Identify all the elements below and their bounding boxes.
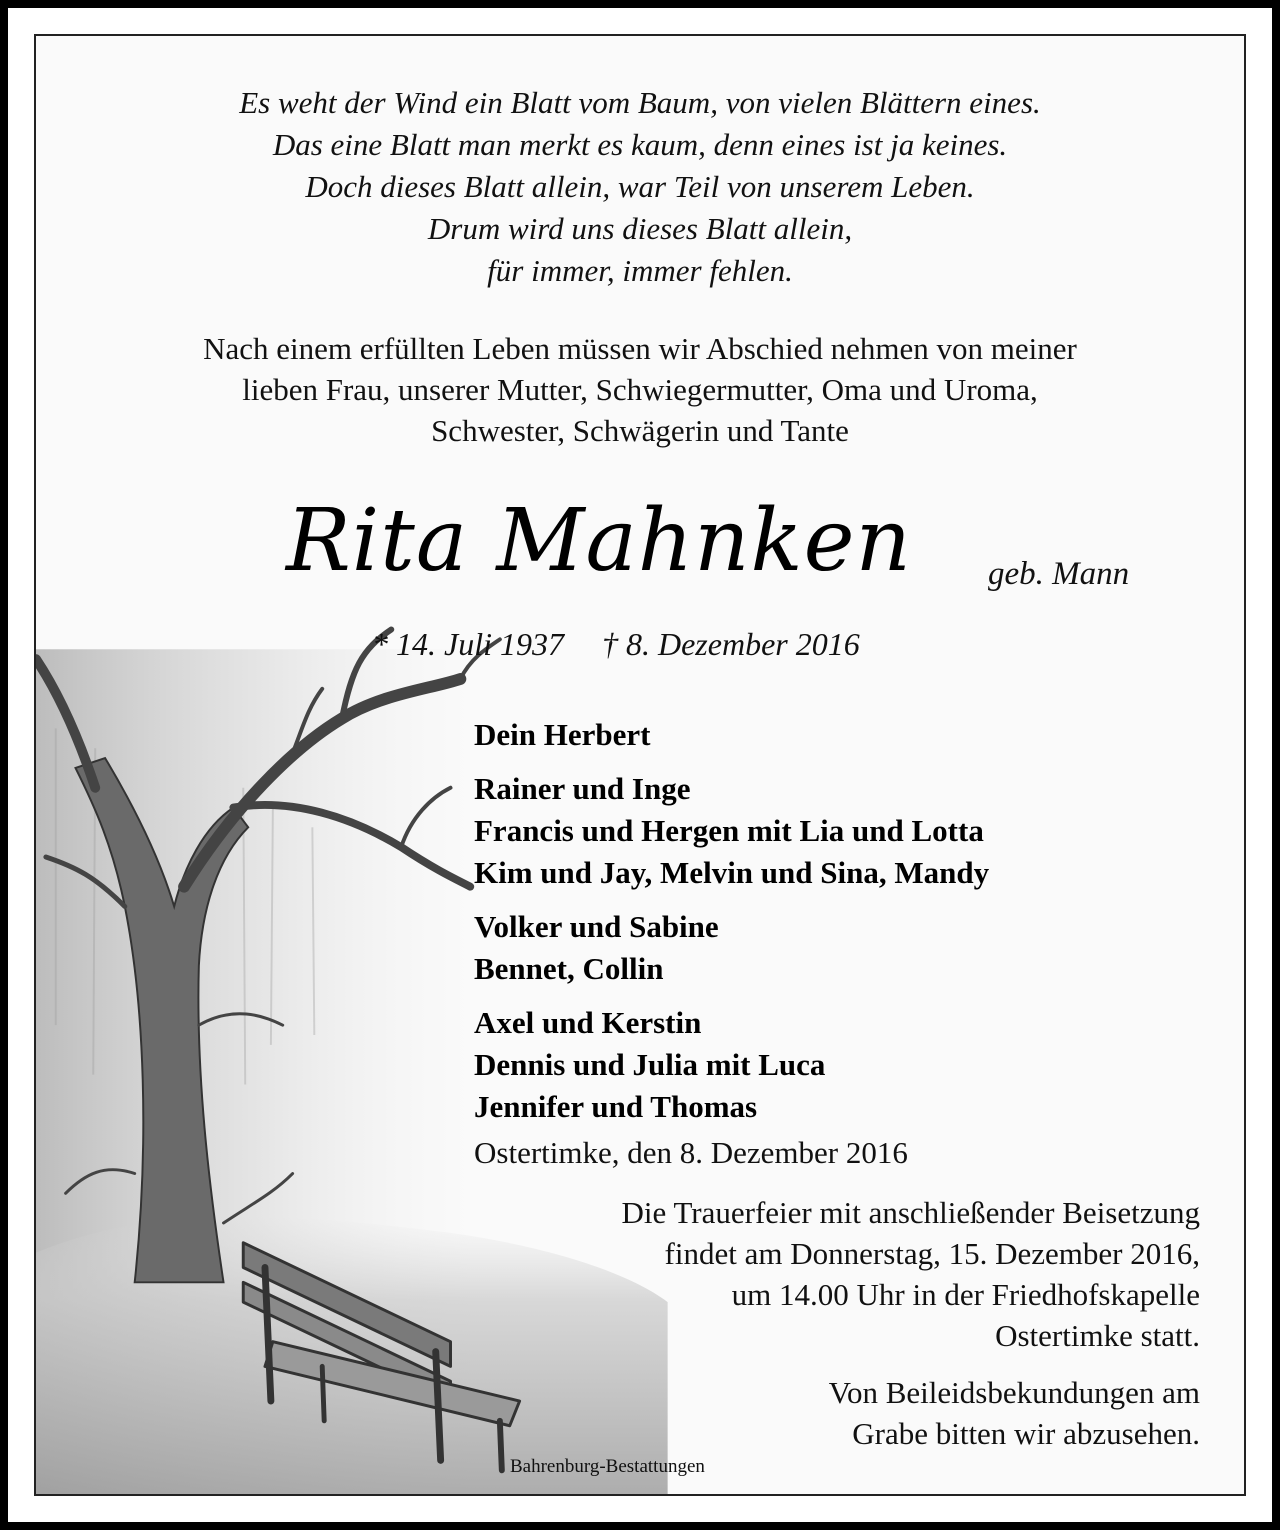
undertaker-credit: Bahrenburg-Bestattungen (510, 1456, 705, 1477)
intro-line: lieben Frau, unserer Mutter, Schwiegermutter, Oma und Uroma, (242, 372, 1038, 407)
place-date: Ostertimke, den 8. Dezember 2016 (474, 1135, 908, 1170)
service-line: findet am Donnerstag, 15. Dezember 2016, (664, 1236, 1200, 1271)
condolences-line: Grabe bitten wir abzusehen. (852, 1416, 1200, 1451)
deceased-name: Rita Mahnken (286, 491, 912, 591)
family-line: Axel und Kerstin (474, 1005, 702, 1040)
life-dates (372, 626, 890, 663)
intro-text (36, 328, 1244, 451)
condolences-line: Von Beileidsbekundungen am (828, 1375, 1200, 1410)
poem-line: Doch dieses Blatt allein, war Teil von unserem Leben. (305, 169, 975, 204)
service-line: Ostertimke statt. (995, 1318, 1200, 1353)
death-date: † 8. Dezember 2016 (601, 626, 860, 662)
birth-date: * 14. Juli 1937 (372, 626, 564, 662)
obituary-notice (34, 34, 1246, 1496)
poem-line: für immer, immer fehlen. (487, 253, 793, 288)
family-line: Francis und Hergen mit Lia und Lotta (474, 813, 984, 848)
funeral-service-info (622, 1192, 1200, 1356)
poem-line: Drum wird uns dieses Blatt allein, (427, 211, 853, 246)
family-line: Rainer und Inge (474, 771, 691, 806)
family-line: Dein Herbert (474, 717, 651, 752)
family-list (474, 714, 989, 1140)
poem-line: Es weht der Wind ein Blatt vom Baum, von vielen Blättern eines. (239, 85, 1041, 120)
intro-line: Schwester, Schwägerin und Tante (431, 413, 849, 448)
card (8, 8, 1272, 1522)
poem-line: Das eine Blatt man merkt es kaum, denn eines ist ja keines. (272, 127, 1008, 162)
family-line: Dennis und Julia mit Luca (474, 1047, 826, 1082)
service-line: um 14.00 Uhr in der Friedhofskapelle (731, 1277, 1200, 1312)
family-line: Jennifer und Thomas (474, 1089, 758, 1124)
service-line: Die Trauerfeier mit anschließender Beisetzung (621, 1195, 1200, 1230)
family-group (474, 714, 989, 756)
poem (36, 82, 1244, 292)
condolences-note (829, 1372, 1200, 1454)
family-group (474, 1002, 989, 1128)
intro-line: Nach einem erfüllten Leben müssen wir Abschied nehmen von meiner (203, 331, 1077, 366)
family-group (474, 906, 989, 990)
family-line: Volker und Sabine (474, 909, 719, 944)
family-line: Kim und Jay, Melvin und Sina, Mandy (474, 855, 990, 890)
family-line: Bennet, Collin (474, 951, 664, 986)
family-group (474, 768, 989, 894)
maiden-name: geb. Mann (988, 556, 1130, 592)
